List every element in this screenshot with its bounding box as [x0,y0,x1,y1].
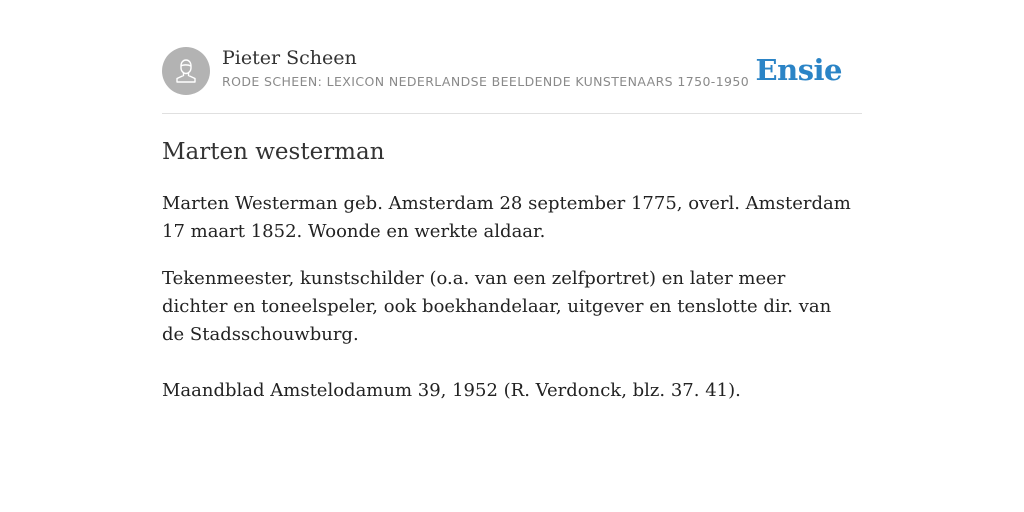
author-name-link[interactable]: Pieter Scheen [222,47,357,69]
article-paragraph: Maandblad Amstelodamum 39, 1952 (R. Verdonck, blz. 37. 41). [162,380,741,401]
ensie-logo[interactable]: Ensie [755,53,842,87]
header-divider [162,113,862,114]
user-silhouette-icon [171,56,201,86]
author-header [162,46,862,96]
article-paragraph: Tekenmeester, kunstschilder (o.a. van een zelfportret) en later meer dichter en toneelspeler, ook boekhandelaar, uitgever en tenslotte dir. van de Stadsschouwburg. [162,268,832,345]
article-title: Marten westerman [162,139,385,165]
article-paragraph: Marten Westerman geb. Amsterdam 28 september 1775, overl. Amsterdam 17 maart 1852. Woonde en werkte aldaar. [162,193,851,242]
avatar[interactable] [162,47,210,95]
source-label[interactable]: RODE SCHEEN: LEXICON NEDERLANDSE BEELDENDE KUNSTENAARS 1750-1950 [222,74,750,89]
